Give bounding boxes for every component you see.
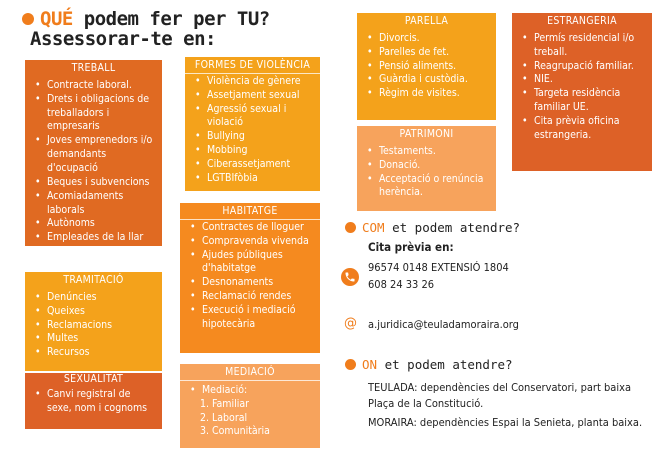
sexualitat-box [25,373,162,429]
patrimoni-title: PATRIMONI [399,128,454,140]
list-item: • Acceptació o renúncia herència. [367,173,490,201]
treball-list [25,76,162,262]
list-item: • Targeta residència familiar UE. [522,87,646,115]
mediacio-title: MEDIACIÓ [180,364,320,381]
list-item: • Recursos [35,346,156,360]
com-section [345,220,520,235]
patrimoni-list [357,142,496,203]
bullet-dot-icon [345,222,356,233]
list-item: • Ajudes públiques d'habitatge [190,249,314,277]
list-item: • Testaments. [367,145,490,159]
com-rest: et podem atendre? [392,220,521,235]
list-item: • Règim de visites. [367,87,490,101]
bullet-dot-icon [345,359,356,370]
list-item: • Divorcis. [367,32,490,46]
list-item: • Desnonaments [190,276,314,290]
mediacio-box [180,364,320,448]
list-item: • Violència de gènere [195,75,314,89]
list-item: • Permís residencial i/o treball. [522,32,646,60]
patrimoni-box [357,126,496,211]
list-item: • Reclamació rendes [190,290,314,304]
list-item: • Autònoms [35,217,156,231]
bullet-dot-icon [22,13,34,25]
list-item: • NIE. [522,73,646,87]
parella-box [357,13,496,120]
on-heading [345,357,513,372]
list-item: • Incapacitats laborals [35,245,156,259]
list-item: • Parelles de fet. [367,46,490,60]
list-item: • Drets i obligacions de treballadors i empresaris [35,93,156,135]
list-item: • LGTBIfòbia [195,172,314,186]
list-item: • Reclamacions [35,319,156,333]
header-question [22,8,270,30]
list-item: • Beques i subvencions [35,176,156,190]
habitatge-title: HABITATGE [180,203,320,220]
list-item: • Empleades de la llar [35,231,156,245]
estrangeria-box [512,13,652,171]
tramitacio-box [25,272,162,371]
list-item: • Assetjament sexual [195,89,314,103]
list-item: • Multes [35,332,156,346]
list-item: • Pensió aliments. [367,60,490,74]
header-question-rest: podem fer per TU? [83,8,270,30]
list-item: • Acomiadaments laborals [35,190,156,218]
header-subtitle: Assessorar-te en: [30,28,216,50]
list-item: • Queixes [35,305,156,319]
list-item: • Cita prèvia oficina estrangeria. [522,115,646,143]
list-item: • Execució i mediació hipotecària [190,304,314,332]
on-section [345,357,513,372]
sexualitat-title: SEXUALITAT [63,373,124,385]
violencia-title: FORMES DE VIOLÈNCIA [185,57,320,74]
violencia-box [185,57,320,191]
parella-list [357,29,496,104]
mediacio-lead-list [180,381,320,398]
list-item: • Compravenda vivenda [190,235,314,249]
list-item: 3. Comunitària [200,425,270,438]
phone-number-2[interactable]: 608 24 33 26 [368,278,435,291]
mediacio-list [180,398,320,444]
treball-title: TREBALL [71,62,116,74]
email-link[interactable]: a.juridica@teuladamoraira.org [368,318,519,331]
estrangeria-title: ESTRANGERIA [547,15,617,27]
list-item: • Contractes de lloguer [190,221,314,235]
phone-number-1[interactable]: 96574 0148 EXTENSIÓ 1804 [368,261,509,274]
teulada-address: TEULADA: dependències del Conservatori, part baixa Plaça de la Constitució. [368,381,632,410]
moraira-address: MORAIRA: dependències Espai la Senieta, planta baixa. [368,416,643,429]
list-item: • Mobbing [195,144,314,158]
parella-title: PARELLA [404,15,449,27]
list-item: • Canvi registral de sexe, nom i cognoms [35,388,156,416]
on-word: ON [362,357,378,372]
header-que: QUÉ [40,8,73,30]
phone-icon [341,268,359,286]
list-item: • Reagrupació familiar. [522,60,646,74]
estrangeria-list [512,29,652,146]
com-heading [345,220,520,235]
list-item: • Denúncies [35,291,156,305]
list-item: • Mediació: [190,384,314,398]
list-item: • Donació. [367,159,490,173]
sexualitat-list [25,387,162,419]
tramitacio-list [25,288,162,363]
treball-box [25,60,162,258]
cita-label: Cita prèvia en: [368,240,454,254]
list-item: • Contracte laboral. [35,79,156,93]
list-item: • Bullying [195,130,314,144]
com-word: COM [362,220,385,235]
list-item: 2. Laboral [200,411,248,424]
list-item: • Joves emprenedors i/o demandants d'ocupació [35,134,156,176]
habitatge-box [180,203,320,353]
list-item: • Agressió sexual i violació [195,103,314,131]
violencia-list [185,74,320,189]
tramitacio-title: TRAMITACIÓ [63,274,124,286]
habitatge-list [180,220,320,335]
on-rest: et podem atendre? [384,357,513,372]
list-item: • Guàrdia i custòdia. [367,73,490,87]
email-at-icon: @ [344,316,357,331]
page-header [22,8,270,50]
list-item: 1. Familiar [200,397,250,410]
list-item: • Ciberassetjament [195,158,314,172]
